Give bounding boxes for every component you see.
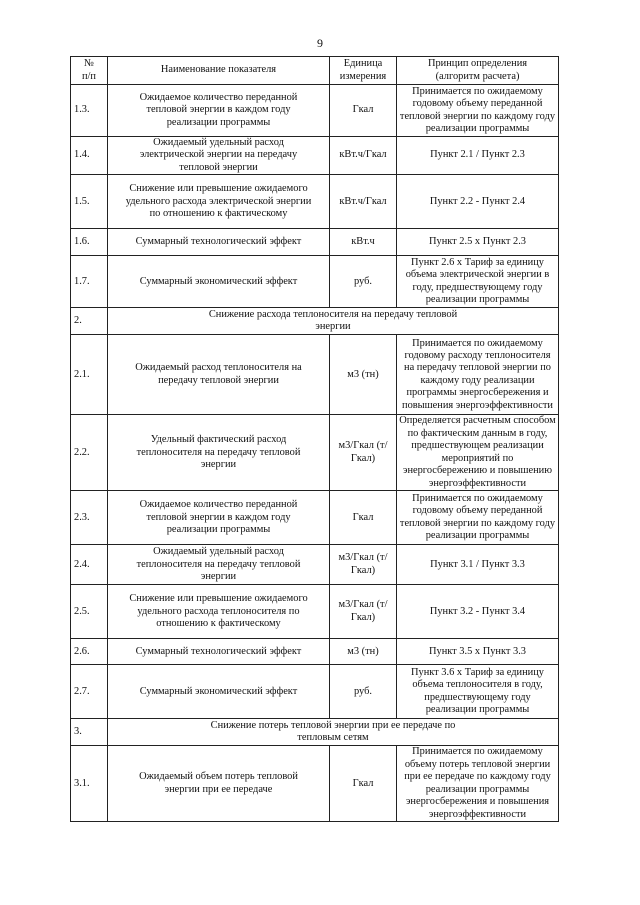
unit-of-measure: м3 (тн) xyxy=(330,639,397,665)
row-number: 3.1. xyxy=(71,746,108,822)
table-row xyxy=(71,545,559,585)
calculation-method: Принимается по ожидаемому объему потерь тепловой энергии при ее передаче по каждому году реализации программы энергосбережения и повышения энергоэффективности xyxy=(397,746,559,822)
table-row xyxy=(71,175,559,229)
table-row xyxy=(71,335,559,415)
indicator-name: Ожидаемый объем потерь тепловой энергии при ее передаче xyxy=(108,746,330,822)
unit-of-measure: кВт.ч xyxy=(330,229,397,256)
indicator-name: Суммарный технологический эффект xyxy=(108,639,330,665)
table-row xyxy=(71,137,559,175)
calculation-method: Пункт 2.5 х Пункт 2.3 xyxy=(397,229,559,256)
indicator-name: Снижение или превышение ожидаемого удельного расхода электрической энергии по отношению к фактическому xyxy=(108,175,330,229)
calculation-method: Пункт 2.2 - Пункт 2.4 xyxy=(397,175,559,229)
indicator-name: Ожидаемый удельный расход теплоносителя на передачу тепловой энергии xyxy=(108,545,330,585)
row-number: 2.5. xyxy=(71,585,108,639)
calculation-method: Пункт 3.5 х Пункт 3.3 xyxy=(397,639,559,665)
header-method: Принцип определения (алгоритм расчета) xyxy=(397,57,559,85)
indicator-name: Суммарный экономический эффект xyxy=(108,665,330,719)
header-name: Наименование показателя xyxy=(108,57,330,85)
table-row xyxy=(71,746,559,822)
unit-of-measure: руб. xyxy=(330,256,397,308)
calculation-method: Пункт 3.6 х Тариф за единицу объема теплоносителя в году, предшествующему году реализации программы xyxy=(397,665,559,719)
unit-of-measure: м3 (тн) xyxy=(330,335,397,415)
table-header-row xyxy=(71,57,559,85)
table-row xyxy=(71,639,559,665)
row-number: 2.4. xyxy=(71,545,108,585)
table-body xyxy=(71,85,559,822)
header-unit: Единица измерения xyxy=(330,57,397,85)
row-number: 2.2. xyxy=(71,415,108,491)
indicator-name: Снижение или превышение ожидаемого удельного расхода теплоносителя по отношению к фактическому xyxy=(108,585,330,639)
row-number: 1.5. xyxy=(71,175,108,229)
unit-of-measure: руб. xyxy=(330,665,397,719)
header-num: № п/п xyxy=(71,57,108,85)
row-number: 2. xyxy=(71,308,108,335)
unit-of-measure: кВт.ч/Гкал xyxy=(330,175,397,229)
table-row xyxy=(71,491,559,545)
row-number: 1.4. xyxy=(71,137,108,175)
section-title: Снижение расхода теплоносителя на передачу тепловой энергии xyxy=(108,308,559,335)
calculation-method: Принимается по ожидаемому годовому объему переданной тепловой энергии по каждому году реализации программы xyxy=(397,491,559,545)
unit-of-measure: кВт.ч/Гкал xyxy=(330,137,397,175)
section-title: Снижение потерь тепловой энергии при ее передаче по тепловым сетям xyxy=(108,719,559,746)
row-number: 3. xyxy=(71,719,108,746)
indicators-table xyxy=(70,56,559,822)
table-row xyxy=(71,85,559,137)
calculation-method: Пункт 2.1 / Пункт 2.3 xyxy=(397,137,559,175)
unit-of-measure: м3/Гкал (т/Гкал) xyxy=(330,585,397,639)
row-number: 2.3. xyxy=(71,491,108,545)
indicator-name: Ожидаемый расход теплоносителя на передачу тепловой энергии xyxy=(108,335,330,415)
page-number: 9 xyxy=(317,36,323,50)
unit-of-measure: Гкал xyxy=(330,491,397,545)
row-number: 1.7. xyxy=(71,256,108,308)
unit-of-measure: м3/Гкал (т/Гкал) xyxy=(330,545,397,585)
calculation-method: Принимается по ожидаемому годовому объему переданной тепловой энергии по каждому году реализации программы xyxy=(397,85,559,137)
table-row xyxy=(71,229,559,256)
indicator-name: Суммарный экономический эффект xyxy=(108,256,330,308)
indicator-name: Суммарный технологический эффект xyxy=(108,229,330,256)
unit-of-measure: м3/Гкал (т/Гкал) xyxy=(330,415,397,491)
indicator-name: Удельный фактический расход теплоносителя на передачу тепловой энергии xyxy=(108,415,330,491)
row-number: 1.6. xyxy=(71,229,108,256)
calculation-method: Принимается по ожидаемому годовому расходу теплоносителя на передачу тепловой энергии по каждому году реализации программы энергосбережения и повышения энергоэффективности xyxy=(397,335,559,415)
row-number: 1.3. xyxy=(71,85,108,137)
indicator-name: Ожидаемое количество переданной тепловой энергии в каждом году реализации программы xyxy=(108,85,330,137)
section-row xyxy=(71,719,559,746)
indicator-name: Ожидаемый удельный расход электрической энергии на передачу тепловой энергии xyxy=(108,137,330,175)
table-row xyxy=(71,256,559,308)
unit-of-measure: Гкал xyxy=(330,746,397,822)
calculation-method: Пункт 3.2 - Пункт 3.4 xyxy=(397,585,559,639)
table-row xyxy=(71,665,559,719)
section-row xyxy=(71,308,559,335)
unit-of-measure: Гкал xyxy=(330,85,397,137)
row-number: 2.6. xyxy=(71,639,108,665)
calculation-method: Пункт 2.6 х Тариф за единицу объема электрической энергии в году, предшествующему году реализации программы xyxy=(397,256,559,308)
row-number: 2.1. xyxy=(71,335,108,415)
row-number: 2.7. xyxy=(71,665,108,719)
calculation-method: Пункт 3.1 / Пункт 3.3 xyxy=(397,545,559,585)
calculation-method: Определяется расчетным способом по фактическим данным в году, предшествующем реализации мероприятий по энергосбережению и повышению энергоэффективности xyxy=(397,415,559,491)
table-row xyxy=(71,415,559,491)
table-row xyxy=(71,585,559,639)
indicator-name: Ожидаемое количество переданной тепловой энергии в каждом году реализации программы xyxy=(108,491,330,545)
